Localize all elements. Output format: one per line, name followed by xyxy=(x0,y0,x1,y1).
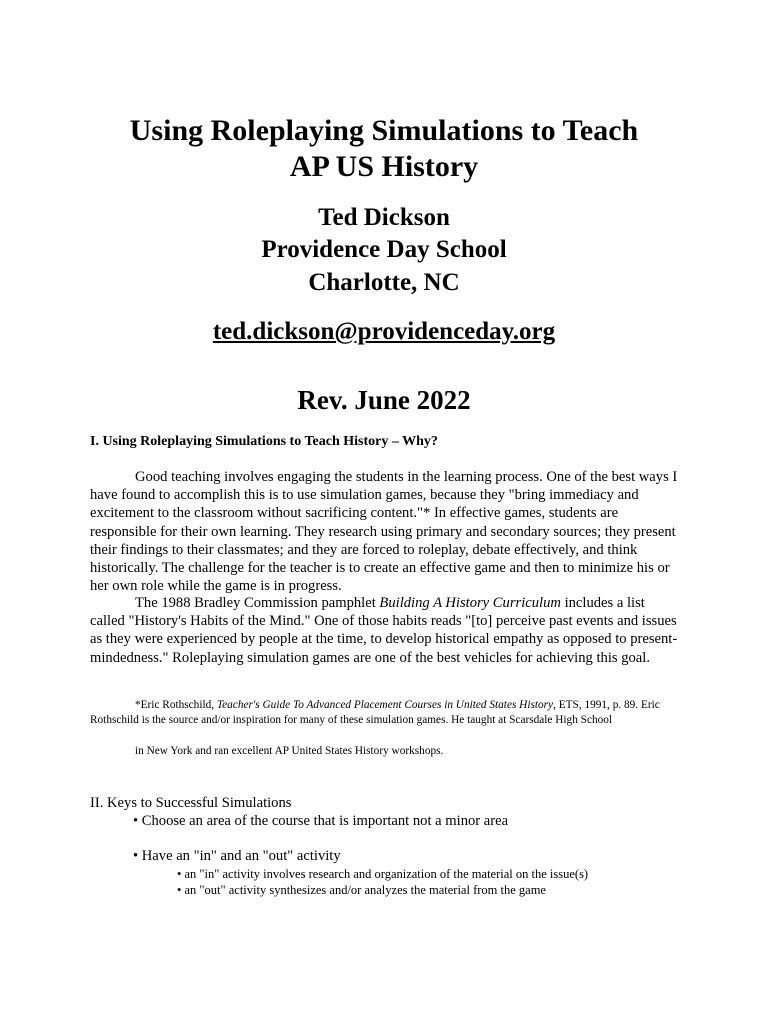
sub-list-item: • an "out" activity synthesizes and/or analyzes the material from the game xyxy=(177,883,546,897)
author-location: Charlotte, NC xyxy=(308,269,460,296)
author-email-link[interactable]: ted.dickson@providenceday.org xyxy=(212,318,556,345)
section-1-paragraph-2 xyxy=(90,594,680,667)
title-line-2: AP US History xyxy=(289,150,479,183)
author-school: Providence Day School xyxy=(261,236,507,263)
paragraph-2-text-start: The 1988 Bradley Commission pamphlet xyxy=(135,595,380,611)
footnote-line-2: in New York and ran excellent AP United States History workshops. xyxy=(135,745,444,757)
revision-date: Rev. June 2022 xyxy=(297,385,471,415)
list-item: • Choose an area of the course that is important not a minor area xyxy=(133,813,509,829)
footnote xyxy=(90,698,680,728)
section-1-heading: I. Using Roleplaying Simulations to Teach History – Why? xyxy=(90,434,438,449)
list-item: • Have an "in" and an "out" activity xyxy=(133,848,341,864)
title-line-1: Using Roleplaying Simulations to Teach xyxy=(129,114,639,147)
footnote-author: *Eric Rothschild, xyxy=(135,699,217,711)
book-title: Building A History Curriculum xyxy=(379,595,561,611)
paragraph-2-text-end: includes a list called "History's Habits of the Mind." One of those habits reads "[to] perceive past events and issues as they were experienced by people at the time, to develop historical empathy as opposed to present-mindedness." Roleplaying simulation games are one of the best vehicles for achieving this goal. xyxy=(90,595,678,666)
author-name: Ted Dickson xyxy=(318,204,450,231)
sub-list-item: • an "in" activity involves research and organization of the material on the issue(s) xyxy=(177,867,589,881)
section-2-heading: II. Keys to Successful Simulations xyxy=(90,795,292,811)
footnote-text: , ETS, 1991, p. 89. Eric Rothschild is the source and/or inspiration for many of these simulation games. He taught at Scarsdale High School xyxy=(90,699,660,726)
footnote-source-title: Teacher's Guide To Advanced Placement Courses in United States History xyxy=(216,699,554,711)
section-1-paragraph-1: Good teaching involves engaging the students in the learning process. One of the best ways I have found to accomplish this is to use simulation games, because they "bring immediacy and excitement to the classroom without sacrificing content."* In effective games, students are responsible for their own learning. They research using primary and secondary sources; they present their findings to their classmates; and they are forced to roleplay, debate effectively, and think historically. The challenge for the teacher is to create an effective game and then to minimize his or her own role while the game is in progress. xyxy=(90,469,678,595)
